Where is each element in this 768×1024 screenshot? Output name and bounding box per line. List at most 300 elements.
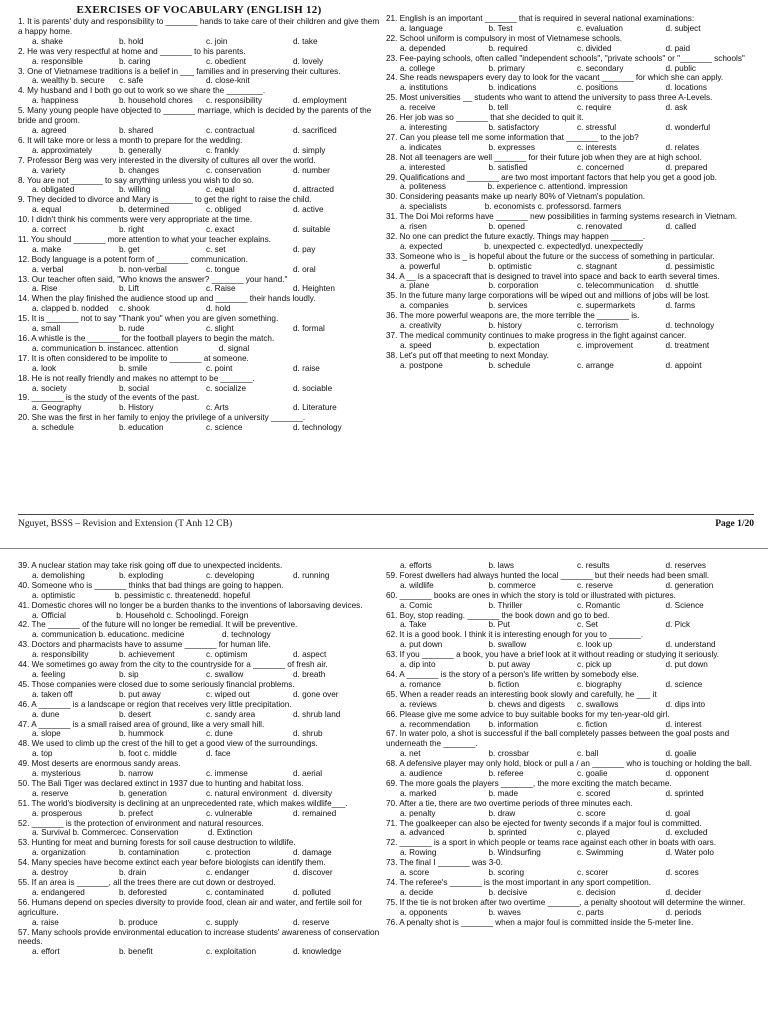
question-stem [18,620,380,630]
question-item [386,571,754,591]
question-text: We sometimes go away from the city to the countryside for a _______ of fresh air. [31,660,328,670]
question-item [386,591,754,611]
question-text: English is an important _______ that is required in several national examinations: [399,14,695,23]
question-stem [386,878,754,888]
answer-option: a. opponents [400,907,448,917]
answer-option: b. smile [119,363,148,373]
answer-option: b. education [119,423,164,433]
answer-option: d. impression [579,182,628,192]
answer-option: c. Swimming [577,848,624,858]
answer-option: b. sprinted [488,828,527,838]
question-text: A defensive player may only hold, block or pull a / an _______ who is touching or holding the ball. [399,759,752,769]
answer-option: a. receive [400,103,436,113]
answer-option: a. small [32,324,61,334]
page1-left-column [18,4,380,433]
answer-option: b. expresses [488,142,535,152]
question-item [386,14,754,34]
question-number: 59. [386,570,398,580]
answer-option: d. sociable [293,383,333,393]
answer-option: b. experience c. attention [487,182,579,192]
answer-option: a. slope [32,729,61,739]
question-item [18,878,380,898]
answer-option: d. opponent [665,769,709,779]
page-title: EXERCISES OF VOCABULARY (ENGLISH 12) [76,4,322,16]
answer-options [386,24,754,34]
answer-option: a. recommendation [400,719,471,729]
answer-option: b. rude [119,324,145,334]
answer-options [18,611,380,621]
answer-option: c. stagnant [577,261,618,271]
answer-option: c. ball [577,749,599,759]
answer-options [386,620,754,630]
answer-option: c. contaminated [206,887,264,897]
question-stem [18,374,380,384]
question-stem [386,113,754,123]
answer-option: b. drain [119,868,147,878]
question-text: Someone who is _______ thinks that bad things are going to happen. [31,580,284,590]
answer-option: d. breath [293,669,326,679]
answer-option: c. results [577,561,610,570]
answer-option: a. verbal [32,264,64,274]
question-text: In water polo, a shot is successful if the ball completely passes between the goal posts and underneath the _______. [386,729,730,749]
question-text: Many species have become extinct each year before biologists can identify them. [31,858,326,868]
question-text: Not all teenagers are well _______ for their future job when they are at high school. [399,152,702,162]
question-stem [18,898,380,918]
question-number: 44. [18,660,30,670]
question-item [386,819,754,839]
answer-option: d. knowledge [293,947,342,957]
question-item [18,660,380,680]
question-item [386,192,754,212]
question-text: It is often considered to be impolite to _______ at someone. [31,353,249,363]
answer-option: b. hold [119,36,144,46]
answer-option: d. take [293,36,318,46]
question-number: 45. [18,679,30,689]
question-item [18,581,380,601]
question-number: 40. [18,580,30,590]
question-text: Doctors and pharmacists have to assume _______ for human life. [31,640,271,650]
answer-option: d. polluted [293,887,331,897]
question-stem [386,670,754,680]
question-item [18,819,380,839]
answer-option: c. require [577,103,612,113]
answer-option: d. interest [665,719,702,729]
question-number: 43. [18,640,30,650]
answer-option: d. prepared [665,162,708,172]
answer-option: b. put away [488,660,531,670]
answer-option: b. satisfied [488,162,528,172]
answer-option: d. goalie [665,749,697,759]
question-number: 49. [18,759,30,769]
question-text: It will take more or less a month to prepare for the wedding. [27,135,243,145]
answer-options [386,809,754,819]
question-item [18,739,380,759]
question-stem [386,779,754,789]
answer-options [386,301,754,311]
answer-options [18,710,380,720]
answer-option: d. technology [293,423,342,433]
answer-options [386,720,754,730]
question-item [18,759,380,779]
answer-option: a. raise [32,917,59,927]
answer-option: d. signal [218,343,250,353]
question-text: The Doi Moi reforms have _______ new possibilities in farming systems research in Vietnam. [399,212,738,222]
question-text: The _______ of the future will no longer be remedial. It will be preventive. [31,620,298,630]
question-number: 29. [386,172,398,182]
answer-option: b. Test [488,23,513,33]
question-item [386,54,754,74]
answer-option: c. scored [577,788,611,798]
question-text: A nuclear station may take risk going off due to unexpected incidents. [31,561,283,570]
question-stem [18,759,380,769]
answer-option: c. sandy area [206,709,256,719]
question-text: The final I _______ was 3-0. [399,858,503,868]
question-stem [386,73,754,83]
answer-option: c. reserve [577,580,613,590]
answer-option: a. creativity [400,321,442,331]
answer-option: a. variety [32,165,66,175]
answer-option: a. taken off [32,689,73,699]
page-number: Page 1/20 [715,519,754,529]
question-number: 5. [18,106,25,116]
answer-option: c. score [577,808,606,818]
answer-option: a. score [400,868,430,878]
answer-option: c. pick up [577,660,612,670]
answer-option: c. developing [206,570,255,580]
question-item [18,275,380,295]
answer-option: b. expectation [488,340,540,350]
answer-option: b. chews and digests [488,699,565,709]
answer-option: b. history [488,321,522,331]
answer-options [18,245,380,255]
question-stem [18,739,380,749]
question-number: 65. [386,689,398,699]
answer-options [386,262,754,272]
answer-option: a. put down [400,640,443,650]
answer-option: a. society [32,383,67,393]
answer-options [18,848,380,858]
answer-option: d. active [293,205,324,215]
answer-option: c. divided [577,43,612,53]
answer-option: a. schedule [32,423,74,433]
question-item [18,838,380,858]
worksheet-page-2 [0,548,768,1024]
answer-options [386,242,754,252]
question-stem [18,156,380,166]
answer-options [386,64,754,74]
answer-option: d. technology [222,630,271,640]
answer-options [386,83,754,93]
question-number: 39. [18,561,30,570]
question-number: 53. [18,838,30,848]
question-stem [18,195,380,205]
answer-option: d. subject [665,23,701,33]
answer-option: d. farms [665,301,696,311]
question-text: Please give me some advice to buy suitable books for my ten-year-old girl. [399,709,670,719]
question-number: 47. [18,719,30,729]
question-item [18,235,380,255]
question-number: 30. [386,192,398,202]
question-number: 1. [18,17,25,26]
answer-option: a. effort [32,947,60,957]
answer-options [18,828,380,838]
question-item [18,354,380,374]
answer-option: b. tell [488,103,509,113]
answer-option: b. pessimistic c. threatened [114,590,215,600]
question-item [386,759,754,779]
question-stem [386,133,754,143]
answer-option: b. economists c. professors [484,202,585,212]
answer-option: d. diversity [293,788,333,798]
answer-option: a. advanced [400,828,445,838]
question-text: We used to climb up the crest of the hill to get a good view of the surroundings. [31,739,318,749]
answer-option: d. reserve [293,917,330,927]
question-text: Someone who is _ is hopeful about the future or the success of something in particular. [399,251,715,261]
question-stem [386,93,754,103]
question-text: If the tie is not broken after two overtime _______, a penalty shootout will determine the winner. [399,897,746,907]
answer-options [386,202,754,212]
question-stem [18,928,380,948]
answer-option: d. paid [665,43,691,53]
answer-option: b. social [119,383,150,393]
answer-option: a. institutions [400,83,448,93]
question-item [18,136,380,156]
question-number: 11. [18,234,29,244]
answer-option: c. supermarkets [577,301,636,311]
question-text: Many young people have objected to _______ marriage, which is decided by the parents of the bride and groom. [18,106,372,126]
question-text: Domestic chores will no longer be a burden thanks to the inventions of laborsaving devices. [31,600,363,610]
answer-option: d. farmers [584,202,622,212]
answer-option: c. optimism [206,650,248,660]
question-item [18,640,380,660]
question-stem [386,14,754,24]
question-item [386,799,754,819]
question-stem [386,34,754,44]
question-number: 6. [18,135,25,145]
question-text: One of Vietnamese traditions is a belief in ___ families and in preserving their cultures. [27,66,341,76]
question-stem [18,819,380,829]
question-number: 21. [386,14,398,23]
question-item [18,799,380,819]
question-number: 12. [18,254,30,264]
answer-options [18,650,380,660]
question-item [18,106,380,136]
question-item [18,215,380,235]
answer-options [386,660,754,670]
question-number: 69. [386,778,398,788]
answer-option: d. ask [665,103,688,113]
question-item [386,351,754,371]
page2-right-column [386,561,754,928]
answer-option: a. romance [400,679,441,689]
answer-option [297,591,380,601]
question-number: 54. [18,858,30,868]
question-stem [386,650,754,660]
answer-option: c. socialize [206,383,247,393]
answer-option: b. draw [488,808,516,818]
question-stem [18,720,380,730]
answer-option: b. required [488,43,528,53]
question-item [386,232,754,252]
answer-option: b. generally [119,145,162,155]
question-number: 2. [18,46,25,56]
question-stem [386,311,754,321]
question-item [18,720,380,740]
answer-options [386,769,754,779]
answer-option: b. non-verbal [119,264,167,274]
answer-option: c. positions [577,83,618,93]
question-item [18,898,380,928]
question-stem [18,86,380,96]
question-item [18,561,380,581]
question-item [18,680,380,700]
answer-option: d. running [293,570,330,580]
question-item [18,294,380,314]
answer-option: b. information [488,719,539,729]
answer-option: a. interesting [400,122,447,132]
question-number: 7. [18,155,25,165]
answer-option: b. schedule [488,360,531,370]
answer-option: d. put down [665,660,708,670]
answer-option: c. swallows [577,699,619,709]
answer-option: a. Comic [400,600,433,610]
answer-option: b. changes [119,165,160,175]
answer-options [386,103,754,113]
question-text: Forest dwellers had always hunted the local _______ but their needs had been small. [399,570,710,580]
question-stem [386,710,754,720]
answer-option: d. Science [665,600,704,610]
answer-option: d. remained [293,808,337,818]
question-item [18,601,380,621]
answer-option: d. employment [293,96,347,106]
answer-option: b. laws [488,561,514,570]
question-item [386,561,754,571]
question-number: 33. [386,251,398,261]
answer-option: a. agreed [32,125,67,135]
answer-option: a. decide [400,887,434,897]
answer-option: d. shrub land [293,709,341,719]
question-item [386,779,754,799]
question-text: A whistle is the _______ for the football players to begin the match. [31,334,275,343]
question-stem [18,640,380,650]
answer-option: a. politeness [400,182,446,192]
question-number: 74. [386,878,398,887]
answer-option: a. college [400,63,436,73]
question-stem [386,291,754,301]
answer-option: d. raise [293,363,320,373]
question-stem [18,47,380,57]
answer-option: b. Thriller [488,600,523,610]
question-text: He is not really friendly and makes no attempt to be _______. [31,373,255,383]
question-item [18,700,380,720]
answer-option: c. biography [577,679,622,689]
question-text: The world's biodiversity is declining at an unprecedented rate, which makes wildlife___. [31,798,348,808]
answer-options [18,166,380,176]
answer-option: c. obliged [206,205,242,215]
answer-option: c. fiction [577,719,608,729]
page1-right-column [386,14,754,371]
answer-options [386,581,754,591]
question-item [18,413,380,433]
answer-options [18,284,380,294]
answer-option: c. Arts [206,403,229,413]
question-stem [386,630,754,640]
answer-option: c. Raise [206,284,236,294]
answer-option: b. indications [488,83,537,93]
question-stem [18,660,380,670]
question-number: 48. [18,739,30,749]
question-text: _______ is the protection of environment and natural resources. [31,818,264,828]
answer-option: b. waves [488,907,521,917]
question-item [386,153,754,173]
answer-options [18,888,380,898]
answer-option [299,344,380,354]
answer-options [386,868,754,878]
answer-options [18,918,380,928]
answer-option: d. scores [665,868,699,878]
answer-option: a. feeling [32,669,66,679]
answer-option: b. decisive [488,887,528,897]
answer-option: d. formal [293,324,325,334]
answer-option: d. understand [665,640,716,650]
answer-option: d. oral [293,264,316,274]
question-number: 72. [386,838,398,848]
question-item [18,47,380,67]
question-stem [18,354,380,364]
answer-option: d. attracted [293,185,334,195]
answer-option: a. audience [400,769,443,779]
question-stem [18,561,380,571]
answer-options [386,361,754,371]
answer-option: c. evaluation [577,23,623,33]
answer-option: b. benefit [119,947,153,957]
answer-option: b. narrow [119,769,154,779]
answer-options [386,143,754,153]
question-stem [386,153,754,163]
question-number: 16. [18,334,30,343]
question-number: 70. [386,798,398,808]
question-number: 55. [18,878,30,887]
answer-option: c. contractual [206,125,255,135]
answer-option: d. wonderful [665,122,711,132]
question-text: My husband and I both go out to work so we share the ________. [27,86,266,96]
question-number: 41. [18,600,30,610]
question-number: 38. [386,350,398,360]
answer-option: c. medicine [143,630,185,640]
answer-options [18,126,380,136]
answer-options [18,57,380,67]
answer-option: c. played [577,828,610,838]
answer-options [386,601,754,611]
question-stem [18,17,380,37]
question-item [386,311,754,331]
answer-option: d. Foreign [211,610,249,620]
question-text: Those companies were closed due to some seriously financial problems. [31,679,295,689]
answer-option: a. shake [32,36,63,46]
question-number: 61. [386,610,398,620]
answer-option: a. reviews [400,699,437,709]
answer-options [386,561,754,571]
answer-option: a. language [400,23,443,33]
answer-option: b. generation [119,788,167,798]
answer-options [18,947,380,957]
answer-option: c. Romantic [577,600,621,610]
question-text: Many schools provide environmental education to increase students' awareness of conservation needs. [18,927,380,947]
question-text: No one can predict the future exactly. Things may happen _______. [399,231,646,241]
answer-option: d. Literature [293,403,337,413]
question-text: Fee-paying schools, often called "independent schools", "private schools" or "_______ schools" [399,53,745,63]
page-gap [0,530,768,548]
